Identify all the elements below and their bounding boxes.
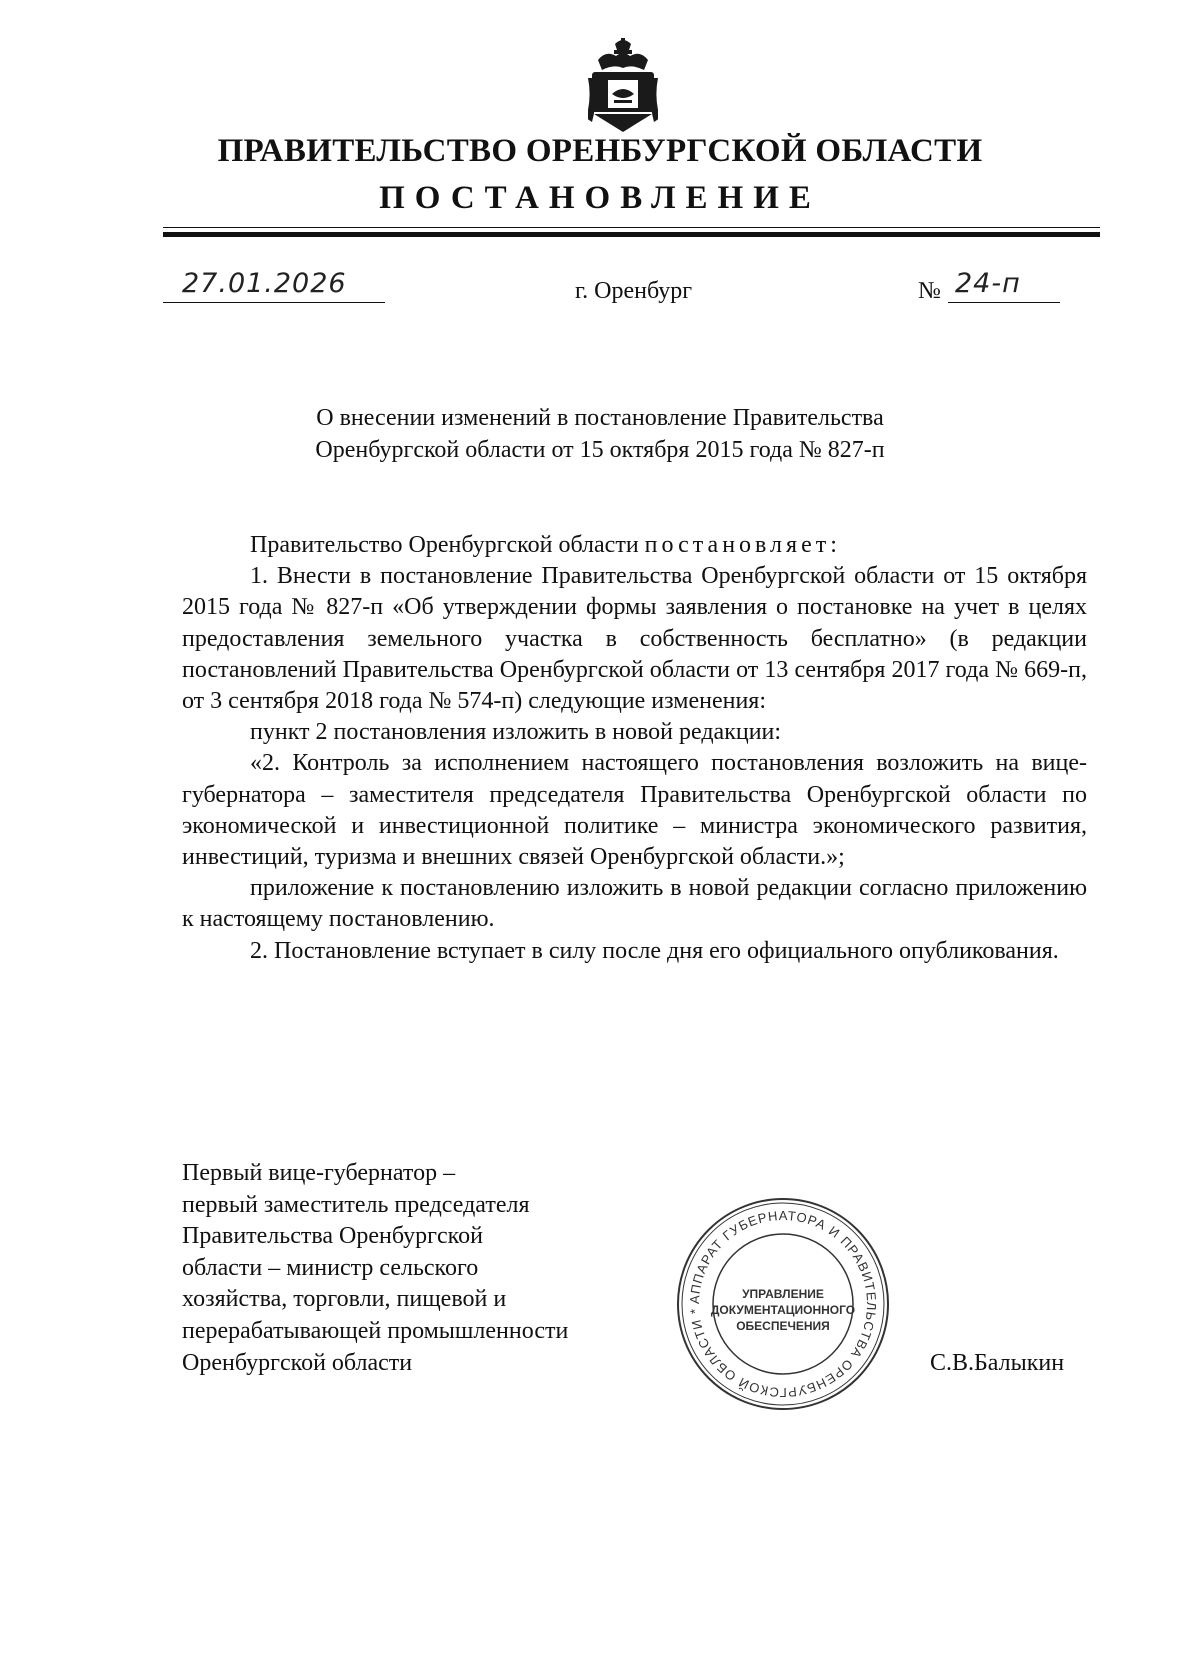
header-rule-thin bbox=[163, 227, 1100, 228]
stamp-center-line: ОБЕСПЕЧЕНИЯ bbox=[736, 1319, 830, 1333]
body-intro: Правительство Оренбургской области постановляет: bbox=[250, 532, 841, 558]
document-subject bbox=[0, 402, 1200, 466]
body-paragraph-1: 1. Внести в постановление Правительства Оренбургской области от 15 октября 2015 года № 827-п «Об утверждении формы заявления о постановке на учет в целях предоставления земельного участка в собственность бесплатно» (в редакции постановлений Правительства Оренбургской области от 13 сентября 2017 года № 669-п, от 3 сентября 2018 года № 574-п) следующие изменения: bbox=[182, 563, 1087, 715]
signer-position-line: Правительства Оренбургской bbox=[182, 1223, 483, 1250]
document-date: 27.01.2026 bbox=[182, 268, 347, 299]
document-body bbox=[182, 530, 1087, 967]
body-paragraph-2: пункт 2 постановления изложить в новой редакции: bbox=[250, 719, 782, 746]
organization-title: ПРАВИТЕЛЬСТВО ОРЕНБУРГСКОЙ ОБЛАСТИ bbox=[217, 133, 983, 169]
signer-position-line: Первый вице-губернатор – bbox=[182, 1160, 456, 1186]
date-underline bbox=[163, 302, 385, 303]
document-number: 24-п bbox=[955, 268, 1021, 299]
signer-position-line: первый заместитель председателя bbox=[182, 1191, 530, 1218]
subject-line-2: Оренбургской области от 15 октября 2015 года № 827-п bbox=[315, 437, 885, 463]
stamp-outer-text: АППАРАТ ГУБЕРНАТОРА И ПРАВИТЕЛЬСТВА ОРЕНБУРГСКОЙ ОБЛАСТИ * bbox=[686, 1207, 880, 1401]
body-intro-spaced: постановляет: bbox=[644, 532, 841, 558]
official-stamp bbox=[674, 1195, 892, 1413]
signer-position-line: Оренбургской области bbox=[182, 1349, 413, 1376]
body-paragraph-3: «2. Контроль за исполнением настоящего постановления возложить на вице-губернатора – заместителя председателя Правительства Оренбургской области по экономической и инвестиционной политике – министра экономического развития, инвестиций, туризма и внешних связей Оренбургской области.»; bbox=[182, 750, 1087, 871]
coat-of-arms-icon bbox=[588, 38, 658, 134]
subject-line-1: О внесении изменений в постановление Правительства bbox=[316, 405, 884, 431]
signer-position-line: перерабатывающей промышленности bbox=[182, 1317, 569, 1344]
signer-position-line: области – министр сельского bbox=[182, 1254, 479, 1281]
signer-position bbox=[182, 1158, 568, 1379]
signer-name: С.В.Балыкин bbox=[930, 1350, 1065, 1376]
document-city: г. Оренбург bbox=[575, 278, 693, 304]
stamp-center-line: УПРАВЛЕНИЕ bbox=[742, 1287, 824, 1301]
number-underline bbox=[948, 302, 1060, 303]
number-sign: № bbox=[918, 278, 941, 304]
body-paragraph-5: 2. Постановление вступает в силу после дня его официального опубликования. bbox=[250, 937, 1059, 964]
header-rule-thick bbox=[163, 232, 1100, 237]
stamp-center-line: ДОКУМЕНТАЦИОННОГО bbox=[710, 1303, 856, 1317]
signer-position-line: хозяйства, торговли, пищевой и bbox=[182, 1286, 507, 1313]
document-type-title: ПОСТАНОВЛЕНИЕ bbox=[379, 180, 821, 216]
body-paragraph-4: приложение к постановлению изложить в новой редакции согласно приложению к настоящему постановлению. bbox=[182, 875, 1087, 933]
